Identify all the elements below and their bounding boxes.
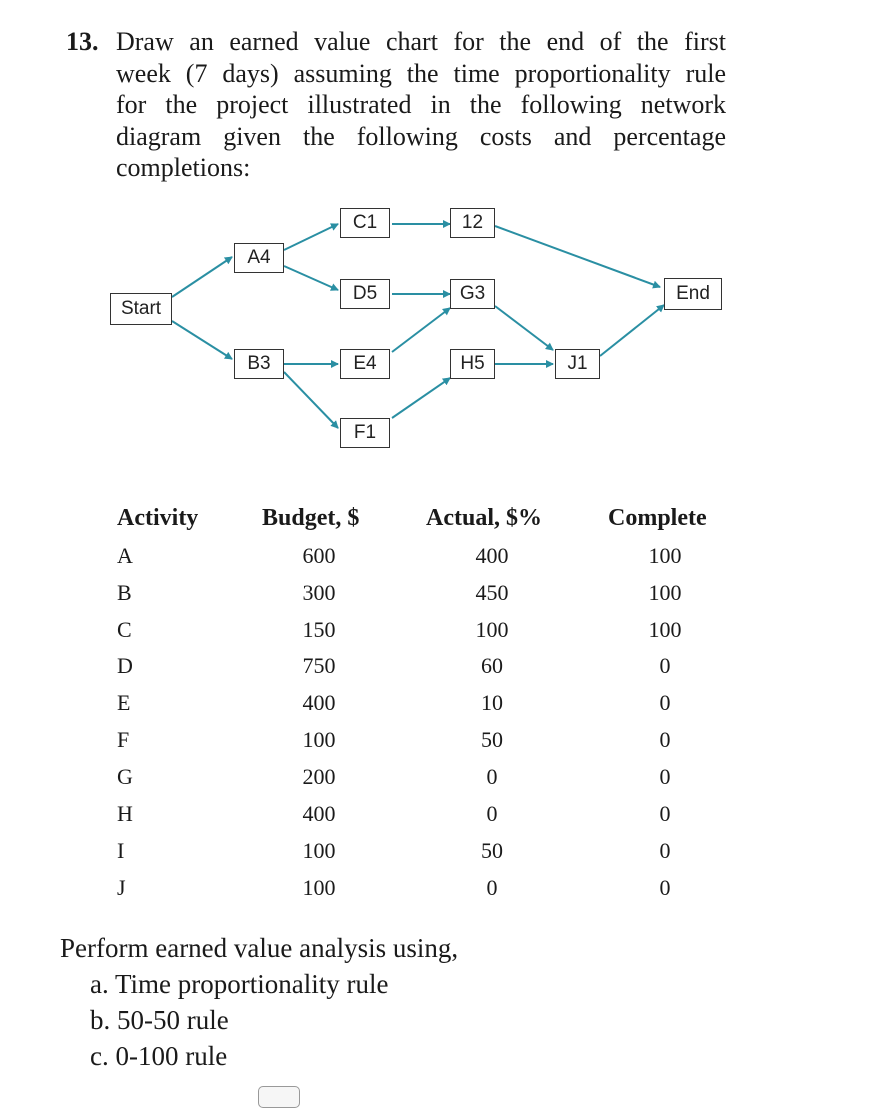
cell-budget: 400 [302, 801, 336, 826]
network-diagram [0, 0, 884, 470]
node-f1: F1 [340, 418, 390, 448]
cell-complete: 0 [659, 727, 671, 752]
arrow-12-end [495, 226, 660, 287]
arrow-start-a4 [172, 257, 232, 297]
cell-activity: C [117, 617, 132, 642]
cell-budget: 200 [302, 764, 336, 789]
cell-complete: 0 [659, 690, 671, 715]
question-line: Draw an earned value chart for the end of the first [116, 27, 726, 56]
node-end: End [664, 278, 722, 310]
cell-complete: 0 [659, 653, 671, 678]
cell-actual: 0 [486, 875, 498, 900]
arrow-e4-g3 [392, 308, 450, 352]
node-g3: G3 [450, 279, 495, 309]
cell-actual: 50 [481, 727, 503, 752]
cell-complete: 0 [659, 801, 671, 826]
cell-budget: 300 [302, 580, 336, 605]
node-start: Start [110, 293, 172, 325]
cell-actual: 0 [486, 764, 498, 789]
node-d5: D5 [340, 279, 390, 309]
followup-item: b. 50-50 rule [90, 1005, 229, 1035]
cell-actual: 60 [481, 653, 503, 678]
cell-budget: 400 [302, 690, 336, 715]
header-complete: Complete [608, 505, 707, 531]
node-c1: C1 [340, 208, 390, 238]
arrow-start-b3 [172, 321, 232, 359]
cell-budget: 100 [302, 727, 336, 752]
node-e4: E4 [340, 349, 390, 379]
followup-item: a. Time proportionality rule [90, 969, 389, 999]
node-b3: B3 [234, 349, 284, 379]
node-j1: J1 [555, 349, 600, 379]
cell-activity: F [117, 727, 130, 752]
question-line: completions: [116, 153, 251, 182]
cell-activity: E [117, 690, 131, 715]
cell-actual: 400 [475, 543, 509, 568]
question-line: week (7 days) assuming the time proportionality rule [116, 58, 726, 88]
cell-budget: 150 [302, 617, 336, 642]
cell-budget: 600 [302, 543, 336, 568]
clipboard-icon[interactable] [258, 1086, 300, 1108]
node-h5: H5 [450, 349, 495, 379]
cell-budget: 100 [302, 875, 336, 900]
cell-activity: D [117, 653, 133, 678]
question-number: 13. [66, 27, 99, 56]
followup-text [60, 930, 458, 1074]
cell-complete: 100 [648, 617, 682, 642]
cell-complete: 0 [659, 875, 671, 900]
arrow-a4-d5 [284, 266, 338, 290]
cell-activity: H [117, 801, 133, 826]
node-12: 12 [450, 208, 495, 238]
cell-budget: 100 [302, 838, 336, 863]
node-a4: A4 [234, 243, 284, 273]
cell-complete: 0 [659, 764, 671, 789]
cell-activity: B [117, 580, 132, 605]
arrow-a4-c1 [284, 224, 338, 250]
cell-activity: G [117, 764, 133, 789]
header-budget: Budget, $ [262, 505, 360, 531]
question-line: diagram given the following costs and percentage [116, 121, 726, 151]
arrow-f1-h5 [392, 378, 450, 418]
cell-actual: 10 [481, 690, 503, 715]
cell-actual: 100 [475, 617, 509, 642]
arrow-g3-j1 [495, 306, 553, 350]
cell-complete: 100 [648, 543, 682, 568]
arrow-j1-end [600, 305, 664, 356]
header-actual: Actual, $% [426, 505, 542, 531]
cell-actual: 0 [486, 801, 498, 826]
cell-complete: 100 [648, 580, 682, 605]
cell-budget: 750 [302, 653, 336, 678]
arrow-b3-f1 [284, 372, 338, 428]
followup-item: c. 0-100 rule [90, 1041, 228, 1071]
header-activity: Activity [117, 505, 199, 531]
cell-complete: 0 [659, 838, 671, 863]
cell-actual: 50 [481, 838, 503, 863]
network-arrows [0, 0, 884, 470]
cell-activity: J [117, 875, 126, 900]
cell-actual: 450 [475, 580, 509, 605]
followup-intro: Perform earned value analysis using, [60, 933, 459, 963]
cell-activity: A [117, 543, 133, 568]
cell-activity: I [117, 838, 125, 863]
question-line: for the project illustrated in the following network [116, 90, 726, 119]
